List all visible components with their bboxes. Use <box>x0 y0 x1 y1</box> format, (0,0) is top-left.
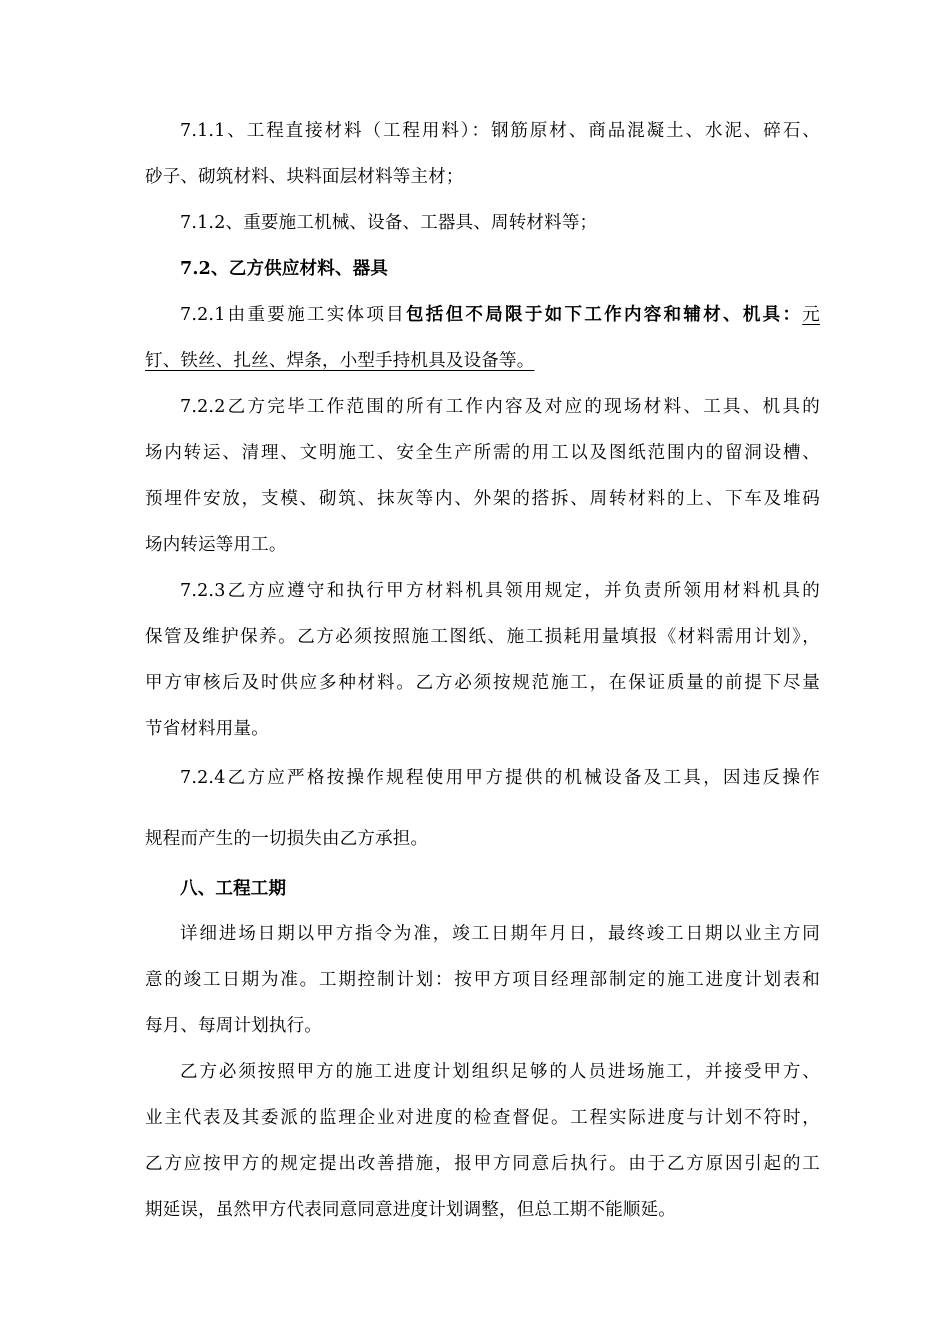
paragraph-7-2-2-line-1: 7.2.2乙方完毕工作范围的所有工作内容及对应的现场材料、工具、机具的 <box>180 397 820 417</box>
paragraph-7-2-2-line-3: 预埋件安放，支模、砌筑、抹灰等内、外架的搭拆、周转材料的上、下车及堆码 <box>145 489 820 509</box>
paragraph-7-2-3-line-2: 保管及维护保养。乙方必须按照施工图纸、施工损耗用量填报《材料需用计划》， <box>145 627 820 647</box>
paragraph-8-2-line-4: 期延误，虽然甲方代表同意同意进度计划调整，但总工期不能顺延。 <box>145 1200 676 1220</box>
paragraph-7-2-1-bold-text: 包括但不局限于如下工作内容和辅材、机具： <box>405 305 803 325</box>
paragraph-7-2-3-line-4: 节省材料用量。 <box>145 719 269 739</box>
paragraph-8-2-line-1: 乙方必须按照甲方的施工进度计划组织足够的人员进场施工，并接受甲方、 <box>180 1062 820 1082</box>
paragraph-7-2-1-prefix: 7.2.1由重要施工实体项目 <box>180 305 406 325</box>
paragraph-7-2-3-line-3: 甲方审核后及时供应多种材料。乙方必须按规范施工，在保证质量的前提下尽量 <box>145 673 820 693</box>
paragraph-7-2-2-line-4: 场内转运等用工。 <box>145 535 287 555</box>
paragraph-8-1-line-3: 每月、每周计划执行。 <box>145 1016 322 1036</box>
section-heading-7-2: 7.2、乙方供应材料、器具 <box>180 259 389 279</box>
paragraph-7-1-1-line-2: 砂子、砌筑材料、块料面层材料等主材； <box>145 167 464 187</box>
paragraph-8-1-line-1: 详细进场日期以甲方指令为准，竣工日期年月日，最终竣工日期以业主方同 <box>180 924 820 944</box>
paragraph-7-2-4-line-1: 7.2.4乙方应严格按操作规程使用甲方提供的机械设备及工具，因违反操作 <box>180 768 820 788</box>
paragraph-7-2-2-line-2: 场内转运、清理、文明施工、安全生产所需的用工以及图纸范围内的留洞设槽、 <box>145 443 820 463</box>
paragraph-7-2-1-line-2: 钉、铁丝、扎丝、焊条，小型手持机具及设备等。 <box>145 351 535 371</box>
paragraph-7-1-1-line-1: 7.1.1、工程直接材料（工程用料）：钢筋原材、商品混凝土、水泥、碎石、 <box>180 121 820 141</box>
paragraph-8-1-line-2: 意的竣工日期为准。工期控制计划：按甲方项目经理部制定的施工进度计划表和 <box>145 970 820 990</box>
paragraph-7-2-1-underlined-text: 元 <box>802 305 820 325</box>
paragraph-8-2-line-2: 业主代表及其委派的监理企业对进度的检查督促。工程实际进度与计划不符时， <box>145 1108 820 1128</box>
section-heading-8: 八、工程工期 <box>180 879 287 899</box>
paragraph-7-2-4-line-2: 规程而产生的一切损失由乙方承担。 <box>145 829 429 849</box>
paragraph-7-2-3-line-1: 7.2.3乙方应遵守和执行甲方材料机具领用规定，并负责所领用材料机具的 <box>180 581 820 601</box>
paragraph-7-1-2: 7.1.2、重要施工机械、设备、工器具、周转材料等； <box>180 213 598 233</box>
paragraph-7-2-1-line-1 <box>180 303 820 327</box>
paragraph-8-2-line-3: 乙方应按甲方的规定提出改善措施，报甲方同意后执行。由于乙方原因引起的工 <box>145 1154 820 1174</box>
